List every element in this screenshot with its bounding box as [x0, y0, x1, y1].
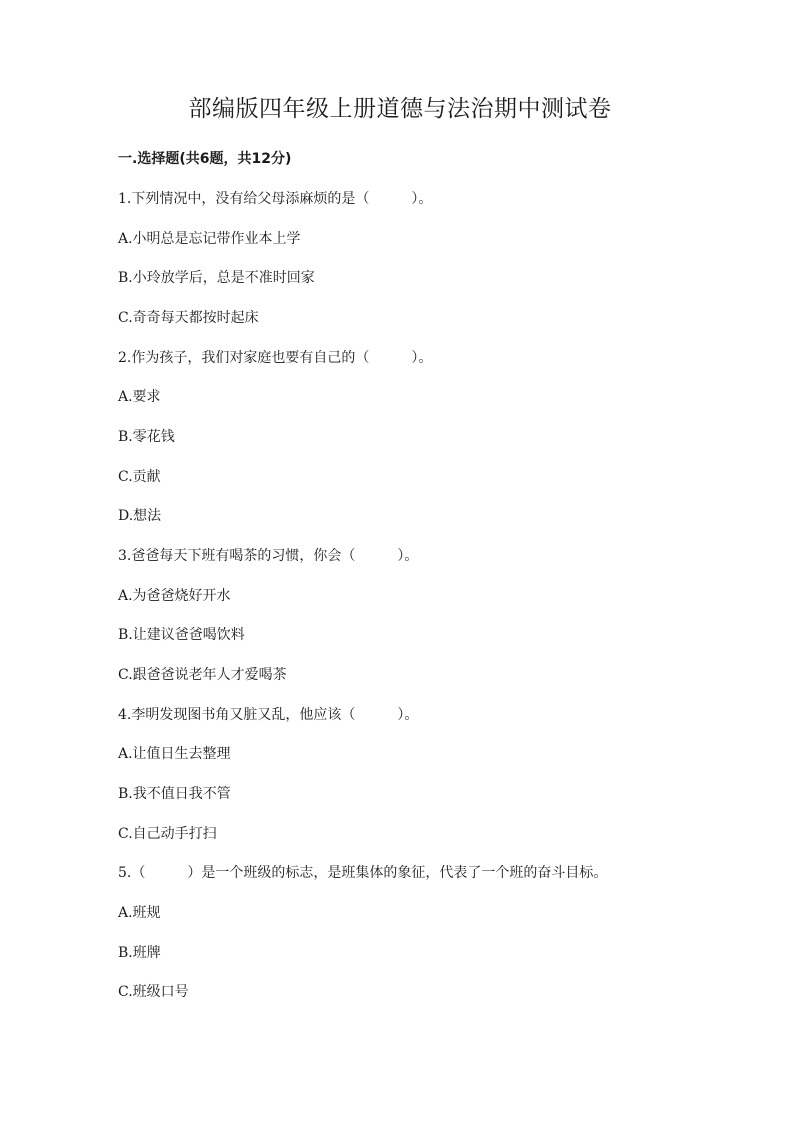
- question-5-option-c: C.班级口号: [118, 984, 189, 1000]
- section-heading: 一.选择题(共6题，共12分): [118, 151, 292, 167]
- question-1-option-c: C.奇奇每天都按时起床: [118, 310, 259, 326]
- question-4-option-c: C.自己动手打扫: [118, 826, 217, 842]
- question-3-option-b: B.让建议爸爸喝饮料: [118, 627, 245, 643]
- question-2-stem: 2.作为孩子，我们对家庭也要有自己的（ ）。: [118, 350, 433, 366]
- question-4-option-a: A.让值日生去整理: [118, 746, 231, 762]
- question-5-option-a: A.班规: [118, 905, 161, 921]
- question-5-stem: 5.（ ）是一个班级的标志，是班集体的象征，代表了一个班的奋斗目标。: [118, 865, 608, 881]
- question-2-option-b: B.零花钱: [118, 429, 175, 445]
- question-1-stem: 1.下列情况中，没有给父母添麻烦的是（ ）。: [118, 191, 433, 207]
- question-1-option-a: A.小明总是忘记带作业本上学: [118, 231, 301, 247]
- question-3-stem: 3.爸爸每天下班有喝茶的习惯，你会（ ）。: [118, 548, 419, 564]
- question-1-option-b: B.小玲放学后，总是不准时回家: [118, 270, 315, 286]
- question-2-option-c: C.贡献: [118, 469, 161, 485]
- question-2-option-d: D.想法: [118, 508, 162, 524]
- question-2-option-a: A.要求: [118, 389, 161, 405]
- question-4-stem: 4.李明发现图书角又脏又乱，他应该（ ）。: [118, 707, 419, 723]
- page-title: 部编版四年级上册道德与法治期中测试卷: [188, 96, 612, 122]
- question-4-option-b: B.我不值日我不管: [118, 786, 231, 802]
- question-3-option-c: C.跟爸爸说老年人才爱喝茶: [118, 667, 287, 683]
- question-5-option-b: B.班牌: [118, 945, 161, 961]
- question-3-option-a: A.为爸爸烧好开水: [118, 588, 231, 604]
